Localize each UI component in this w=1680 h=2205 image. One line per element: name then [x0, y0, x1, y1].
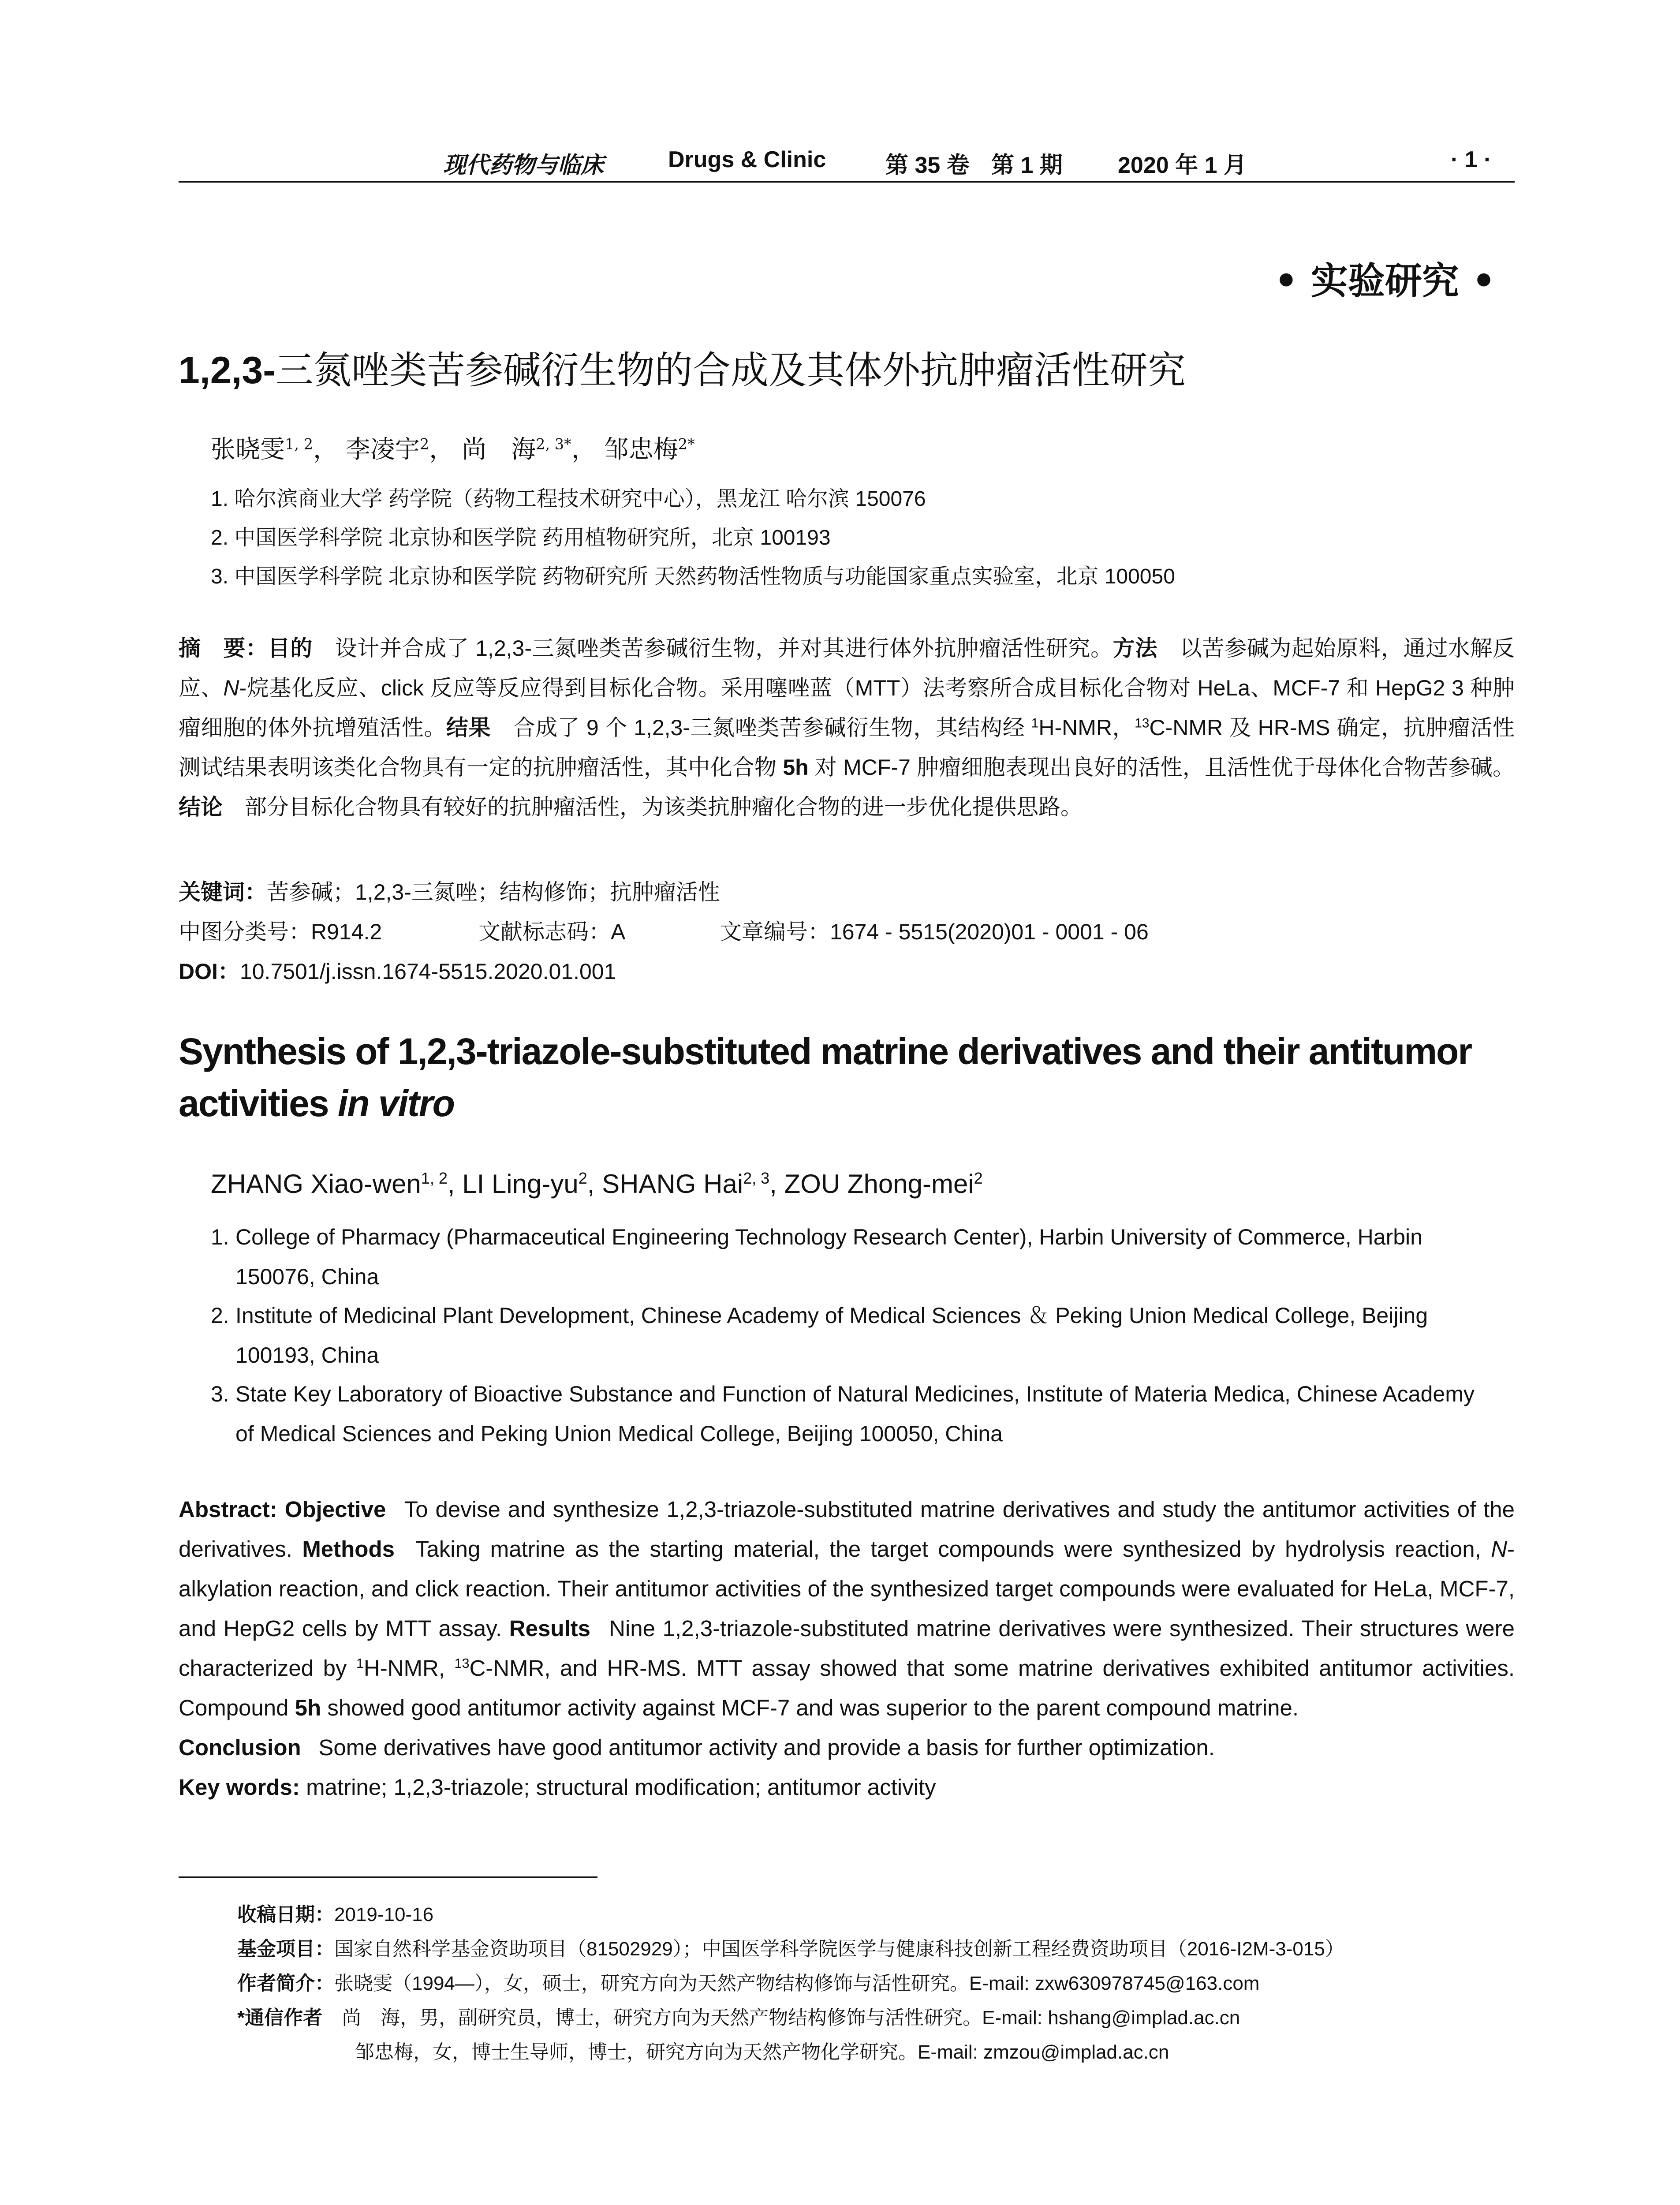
keywords-cn [179, 875, 720, 906]
issue: 第 1 期 [991, 153, 1063, 178]
aff-en-line: Institute of Medicinal Plant Development, Chinese Academy of Medical Sciences ＆ Peking Union Medical College, Beijing [235, 1303, 1428, 1328]
fund-text: 国家自然科学基金资助项目（81502929）；中国医学科学院医学与健康科技创新工程经费资助项目（2016-I2M-3-015） [334, 1938, 1344, 1960]
section-tag: • 实验研究 • [1274, 259, 1496, 303]
article-number [720, 914, 1149, 946]
article-number-label: 文章编号： [720, 919, 830, 944]
author-en-affil: 2, 3 [743, 1169, 770, 1187]
author-cn-affil: 2, 3* [536, 435, 571, 453]
results-text-en-b: H-NMR, [363, 1656, 455, 1681]
received-label: 收稿日期： [237, 1904, 334, 1925]
objective-text-en: To devise and synthesize 1,2,3-triazole-substituted matrine derivatives and study the antitumor activities of the derivatives. [179, 1497, 1515, 1562]
author-cn: 尚 海 [462, 435, 536, 464]
running-header [179, 140, 1515, 180]
title-en-line1: Synthesis of 1,2,3-triazole-substituted matrine derivatives and their antitumor [179, 1031, 1472, 1072]
author-cn: 邹忠梅 [604, 435, 678, 464]
aff-en-line: 150076, China [235, 1264, 379, 1289]
affiliation-cn-1: 1. 哈尔滨商业大学 药学院（药物工程技术研究中心），黑龙江 哈尔滨 150076 [211, 487, 926, 511]
methods-text-cn: 以苦参碱为起始原料，通过水解反应、 [179, 636, 1515, 700]
keywords-en-text: matrine; 1,2,3-triazole; structural modification; antitumor activity [306, 1775, 936, 1800]
header-divider [179, 181, 1515, 183]
objective-text-cn: 设计并合成了 1,2,3-三氮唑类苦参碱衍生物，并对其进行体外抗肿瘤活性研究。 [334, 636, 1113, 661]
footnote-corresponding-2: 邹忠梅，女，博士生导师，博士，研究方向为天然产物化学研究。E-mail: zmzou@implad.ac.cn [355, 2041, 1169, 2063]
results-text-en: Nine 1,2,3-triazole-substituted matrine derivatives were synthesized. Their structures were characterized by [179, 1616, 1515, 1681]
classification-cn [179, 914, 382, 946]
aff-en-num: 2. [211, 1303, 229, 1328]
author-cn-affil: 2 [419, 435, 429, 453]
page-number: · 1 · [1451, 147, 1492, 172]
keywords-cn-label: 关键词： [179, 880, 267, 904]
abstract-en [179, 1490, 1515, 1807]
keywords-cn-text: 苦参碱；1,2,3-三氮唑；结构修饰；抗肿瘤活性 [267, 880, 720, 904]
article-title-en [179, 1025, 1523, 1129]
aff-en-num: 1. [211, 1225, 229, 1249]
author-cn-affil: 1, 2 [285, 435, 314, 453]
footnote-divider [179, 1876, 597, 1878]
authors-cn: 张晓雯$^{1, 2}$， 李凌宇$^2$， 尚 海$^{2, 3*}$， 邹忠梅$^{2*}$ [211, 435, 695, 464]
doi-label: DOI： [179, 959, 240, 984]
received-date: 2019-10-16 [334, 1904, 434, 1925]
title-cn-text: 三氮唑类苦参碱衍生物的合成及其体外抗肿瘤活性研究 [275, 349, 1186, 392]
results-text-cn-b: H-NMR， [1038, 715, 1135, 740]
title-en-italic: in vitro [337, 1083, 454, 1124]
aff-en-line: College of Pharmacy (Pharmaceutical Engineering Technology Research Center), Harbin University of Commerce, Harbin [235, 1225, 1422, 1249]
author-en: ZHANG Xiao-wen [211, 1169, 421, 1199]
results-text-en-d: showed good antitumor activity against MCF-7 and was superior to the parent compound matrine. [321, 1695, 1299, 1720]
sup-1-en: 1 [356, 1656, 364, 1671]
results-label-cn: 结果 [446, 715, 491, 740]
results-text-cn-c: C-NMR 及 HR-MS 确定，抗肿瘤活性测试结果表明该类化合物具有一定的抗肿瘤活性，其中化合物 [179, 715, 1515, 780]
clc-value: R914.2 [311, 919, 382, 944]
authors-en: ZHANG Xiao-wen$^{1, 2}$, LI Ling-$yu^2$, SHANG Hai$^{2, 3}$, ZOU Zhong-mei$^2$ [211, 1169, 983, 1199]
footnote-fund [237, 1933, 1344, 1961]
methods-label-cn: 方法 [1113, 636, 1158, 661]
journal-name-cn: 现代药物与临床 [443, 152, 604, 179]
document-code [478, 914, 625, 946]
keywords-en-label: Key words: [179, 1775, 300, 1800]
methods-text-cn-2: -烷基化反应、click 反应等反应得到目标化合物。采用噻唑蓝（MTT）法考察所合成目标化合物对 HeLa、MCF-7 和 HepG2 3 种肿瘤细胞的体外抗增殖活性。 [179, 676, 1515, 740]
objective-label-cn: 目的 [268, 636, 313, 661]
doi-value: 10.7501/j.issn.1674-5515.2020.01.001 [239, 959, 616, 984]
abstract-cn [179, 628, 1515, 827]
aff-en-line: of Medical Sciences and Peking Union Medical College, Beijing 100050, China [235, 1421, 1003, 1446]
aff-en-line: 100193, China [235, 1343, 379, 1368]
journal-name-en: Drugs & Clinic [668, 147, 826, 172]
methods-italic-cn: N [223, 676, 239, 700]
conclusion-label-cn: 结论 [179, 795, 223, 819]
methods-label-en: Methods [302, 1536, 395, 1562]
article-number-value: 1674 - 5515(2020)01 - 0001 - 06 [830, 919, 1149, 944]
author-en: SHANG Hai [602, 1169, 743, 1199]
title-cn-prefix: 1,2,3- [179, 349, 276, 392]
results-label-en: Results [509, 1616, 591, 1641]
conclusion-text-en: Some derivatives have good antitumor activity and provide a basis for further optimization. [318, 1735, 1215, 1760]
author-en-affil: 1, 2 [421, 1169, 448, 1187]
conclusion-label-en: Conclusion [179, 1735, 301, 1760]
footnote-received [237, 1899, 433, 1927]
bio-label: 作者简介： [237, 1973, 334, 1994]
aff-en-line: State Key Laboratory of Bioactive Substance and Function of Natural Medicines, Institute of Materia Medica, Chinese Academy [235, 1382, 1475, 1406]
article-title-cn [179, 340, 1515, 394]
conclusion-text-cn: 部分目标化合物具有较好的抗肿瘤活性，为该类抗肿瘤化合物的进一步优化提供思路。 [245, 795, 1083, 819]
sup-1-cn: 1 [1031, 716, 1039, 731]
abstract-en-label: Abstract: [179, 1497, 277, 1522]
affiliation-en-2 [211, 1296, 1514, 1375]
compound-en: 5h [295, 1695, 321, 1720]
footnote-author-bio [237, 1967, 1259, 1996]
methods-text-en: Taking matrine as the starting material, the target compounds were synthesized by hydrolysis reaction, [415, 1536, 1491, 1562]
author-en: ZOU Zhong-mei [784, 1169, 974, 1199]
title-en-line2: activities [179, 1083, 338, 1124]
doi-line [179, 954, 616, 986]
objective-label-en: Objective [284, 1497, 386, 1522]
methods-text-en-2: -alkylation reaction, and click reaction. Their antitumor activities of the synthesized target compounds were evaluated for HeLa, MCF-7, and HepG2 cells by MTT assay. [179, 1536, 1515, 1641]
results-text-en-c: C-NMR, and HR-MS. MTT assay showed that some matrine derivatives exhibited antitumor activities. Compound [179, 1656, 1515, 1720]
author-cn-affil: 2* [678, 435, 695, 453]
affiliation-cn-3: 3. 中国医学科学院 北京协和医学院 药物研究所 天然药物活性物质与功能国家重点实验室，北京 100050 [211, 565, 1175, 588]
corresponding-label: *通信作者 [237, 2007, 323, 2029]
abstract-cn-label: 摘 要： [179, 636, 268, 661]
fund-label: 基金项目： [237, 1938, 334, 1960]
volume: 第 35 卷 [885, 153, 970, 178]
author-en: LI Ling-yu [462, 1169, 579, 1199]
clc-label: 中图分类号： [179, 919, 311, 944]
doc-code-label: 文献标志码： [478, 919, 611, 944]
footnote-corresponding [237, 2002, 1240, 2030]
results-text-cn-d: 对 MCF-7 肿瘤细胞表现出良好的活性，且活性优于母体化合物苦参碱。 [808, 755, 1515, 780]
sup-13-en: 13 [454, 1656, 470, 1671]
author-cn: 张晓雯 [211, 435, 285, 464]
corresponding-text-1: 尚 海，男，副研究员，博士，研究方向为天然产物结构修饰与活性研究。E-mail: hshang@implad.ac.cn [342, 2007, 1240, 2029]
issue-date: 2020 年 1 月 [1118, 153, 1247, 178]
sup-13-cn: 13 [1135, 716, 1150, 731]
affiliation-en-1 [211, 1217, 1514, 1297]
doc-code-value: A [611, 919, 626, 944]
author-en-affil: 2 [974, 1169, 983, 1187]
compound-cn: 5h [783, 755, 809, 780]
results-text-cn: 合成了 9 个 1,2,3-三氮唑类苦参碱衍生物，其结构经 [513, 715, 1031, 740]
affiliation-cn-2: 2. 中国医学科学院 北京协和医学院 药用植物研究所，北京 100193 [211, 526, 831, 549]
author-cn: 李凌宇 [345, 435, 420, 464]
affiliation-en-3 [211, 1374, 1514, 1454]
aff-en-num: 3. [211, 1382, 229, 1406]
bio-text: 张晓雯（1994—），女，硕士，研究方向为天然产物结构修饰与活性研究。E-mail: zxw630978745@163.com [334, 1973, 1260, 1994]
methods-italic-en: N [1491, 1536, 1508, 1562]
author-en-affil: 2 [578, 1169, 587, 1187]
